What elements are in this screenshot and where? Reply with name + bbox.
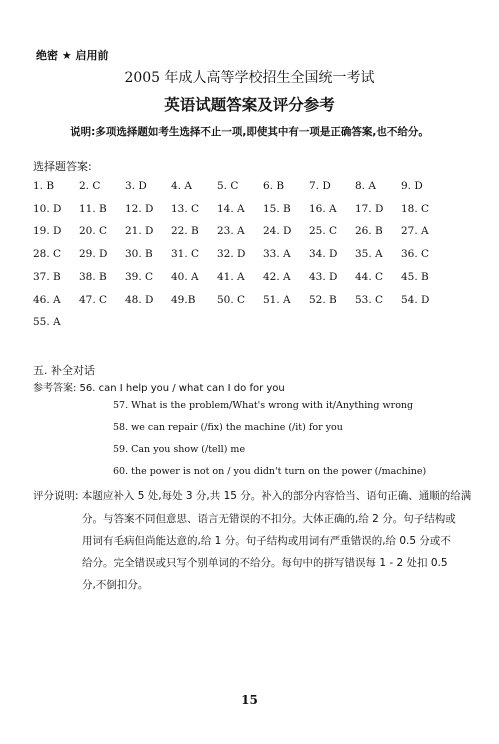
answer-cell: 23. A: [217, 225, 245, 238]
answer-cell: 6. B: [263, 180, 285, 192]
answer-cell: 39. C: [125, 270, 154, 283]
evaluation-label: 评分说明: 本题应补入 5 处,每处 3 分,共 15 分。补入的部分内容恰当、语句正确、通顺的给满: [33, 490, 472, 502]
answer-cell: 15. B: [263, 202, 291, 215]
answer-line: 60. the power is not on / you didn't turn on the power (/machine): [113, 466, 427, 477]
answer-cell: 42. A: [263, 270, 291, 283]
answer-cell: 21. D: [125, 225, 154, 238]
section-heading: 五. 补全对话: [33, 364, 95, 377]
evaluation-line: 分。与答案不同但意思、语言无错误的不扣分。大体正确的,给 2 分。句子结构或: [82, 513, 456, 525]
answer-cell: 30. B: [125, 248, 153, 261]
answer-cell: 33. A: [263, 248, 291, 261]
answer-cell: 51. A: [263, 293, 291, 306]
answer-line: 59. Can you show (/tell) me: [113, 444, 246, 455]
answer-cell: 34. D: [309, 248, 338, 261]
answer-cell: 7. D: [309, 180, 331, 192]
answer-cell: 11. B: [79, 202, 107, 215]
answer-cell: 41. A: [217, 270, 245, 283]
answer-cell: 16. A: [309, 202, 337, 215]
answer-cell: 49.B: [171, 293, 196, 306]
answer-row: [0, 248, 499, 268]
answer-cell: 45. B: [401, 270, 429, 283]
answer-cell: 52. B: [309, 293, 337, 306]
answer-cell: 50. C: [217, 293, 246, 306]
answer-cell: 5. C: [217, 180, 239, 192]
confidential-label: 绝密 ★ 启用前: [36, 49, 109, 62]
answer-cell: 25. C: [309, 225, 338, 238]
answer-cell: 22. B: [171, 225, 199, 238]
answer-cell: 37. B: [33, 270, 61, 283]
answer-cell: 53. C: [355, 293, 384, 306]
answer-cell: 38. B: [79, 270, 107, 283]
answer-cell: 27. A: [401, 225, 429, 238]
answer-line: 58. we can repair (/fix) the machine (/it) for you: [113, 422, 343, 433]
answer-cell: 19. D: [33, 225, 62, 238]
answer-cell: 1. B: [33, 180, 55, 192]
answer-cell: 35. A: [355, 248, 383, 261]
scoring-note: 说明:多项选择题如考生选择不止一项,即使其中有一项是正确答案,也不给分。: [70, 126, 429, 138]
answer-cell: 43. D: [309, 270, 338, 283]
answer-cell: 36. C: [401, 248, 430, 261]
answer-cell: 48. D: [125, 293, 154, 306]
answer-row: [0, 271, 499, 291]
document-title: 英语试题答案及评分参考: [164, 95, 335, 114]
answer-row: [0, 203, 499, 223]
answer-row: [0, 180, 499, 200]
exam-title: 2005 年成人高等学校招生全国统一考试: [124, 70, 375, 86]
answer-cell: 55. A: [33, 316, 61, 329]
answer-cell: 10. D: [33, 202, 62, 215]
answer-cell: 20. C: [79, 225, 108, 238]
answer-cell: 46. A: [33, 293, 61, 306]
answer-cell: 40. A: [171, 270, 199, 283]
reference-answers-label: 参考答案: 56. can I help you / what can I do for you: [33, 383, 285, 394]
answer-cell: 29. D: [79, 248, 108, 261]
answer-cell: 32. D: [217, 248, 246, 261]
answer-cell: 8. A: [355, 180, 376, 192]
answer-cell: 44. C: [355, 270, 384, 283]
answer-cell: 3. D: [125, 180, 147, 192]
page-number: 15: [241, 693, 258, 707]
answer-cell: 9. D: [401, 180, 423, 192]
answer-row: [0, 294, 499, 314]
answer-cell: 31. C: [171, 248, 200, 261]
answer-cell: 54. D: [401, 293, 430, 306]
multiple-choice-heading: 选择题答案:: [33, 160, 92, 173]
evaluation-line: 用词有毛病但尚能达意的,给 1 分。句子结构或用词有严重错误的,给 0.5 分或不: [82, 535, 451, 547]
answer-cell: 12. D: [125, 202, 154, 215]
answer-cell: 28. C: [33, 248, 62, 261]
answer-cell: 14. A: [217, 202, 245, 215]
answer-line: 57. What is the problem/What's wrong with it/Anything wrong: [113, 400, 414, 411]
answer-cell: 13. C: [171, 202, 200, 215]
answer-cell: 4. A: [171, 180, 192, 192]
evaluation-line: 给分。完全错误或只写个别单词的不给分。每句中的拼写错误每 1 - 2 处扣 0.5: [82, 557, 448, 569]
answer-cell: 26. B: [355, 225, 383, 238]
answer-cell: 2. C: [79, 180, 101, 192]
answer-cell: 24. D: [263, 225, 292, 238]
answer-cell: 17. D: [355, 202, 384, 215]
answer-row: [0, 225, 499, 245]
answer-row: [0, 316, 499, 336]
answer-cell: 18. C: [401, 202, 430, 215]
evaluation-line: 分,不倒扣分。: [82, 579, 149, 591]
answer-cell: 47. C: [79, 293, 108, 306]
